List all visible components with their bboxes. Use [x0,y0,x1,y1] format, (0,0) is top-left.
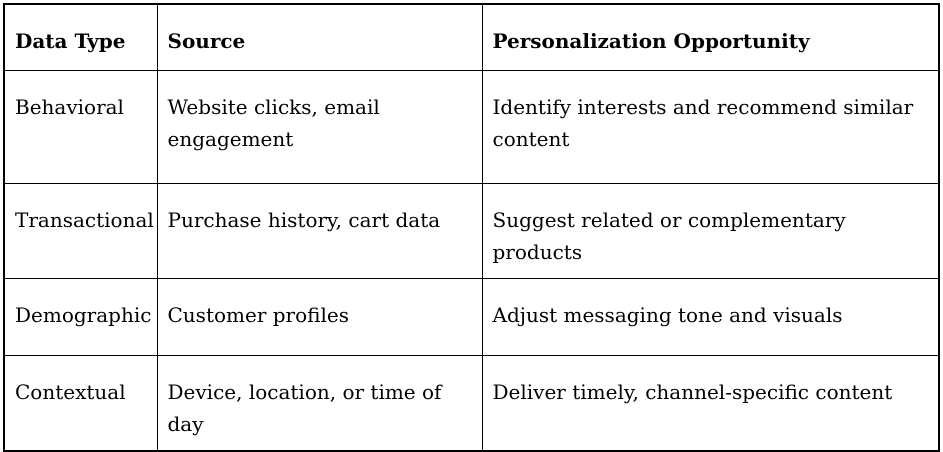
column-header-data-type: Data Type [4,4,157,70]
table-row-demographic [4,278,939,355]
column-header-source: Source [157,4,482,70]
cell-source: Device, location, or time of day [157,355,482,451]
cell-data-type: Behavioral [4,70,157,183]
cell-opportunity: Deliver timely, channel-specific content [482,355,939,451]
cell-data-type: Transactional [4,183,157,278]
table-row-behavioral [4,70,939,183]
table-row-transactional [4,183,939,278]
cell-source: Purchase history, cart data [157,183,482,278]
column-header-personalization-opportunity: Personalization Opportunity [482,4,939,70]
table-row-contextual [4,355,939,451]
table-header-row [4,4,939,70]
cell-source: Customer profiles [157,278,482,355]
cell-source: Website clicks, email engagement [157,70,482,183]
data-personalization-table [3,3,940,452]
cell-data-type: Contextual [4,355,157,451]
cell-opportunity: Adjust messaging tone and visuals [482,278,939,355]
cell-data-type: Demographic [4,278,157,355]
cell-opportunity: Identify interests and recommend similar content [482,70,939,183]
cell-opportunity: Suggest related or complementary products [482,183,939,278]
